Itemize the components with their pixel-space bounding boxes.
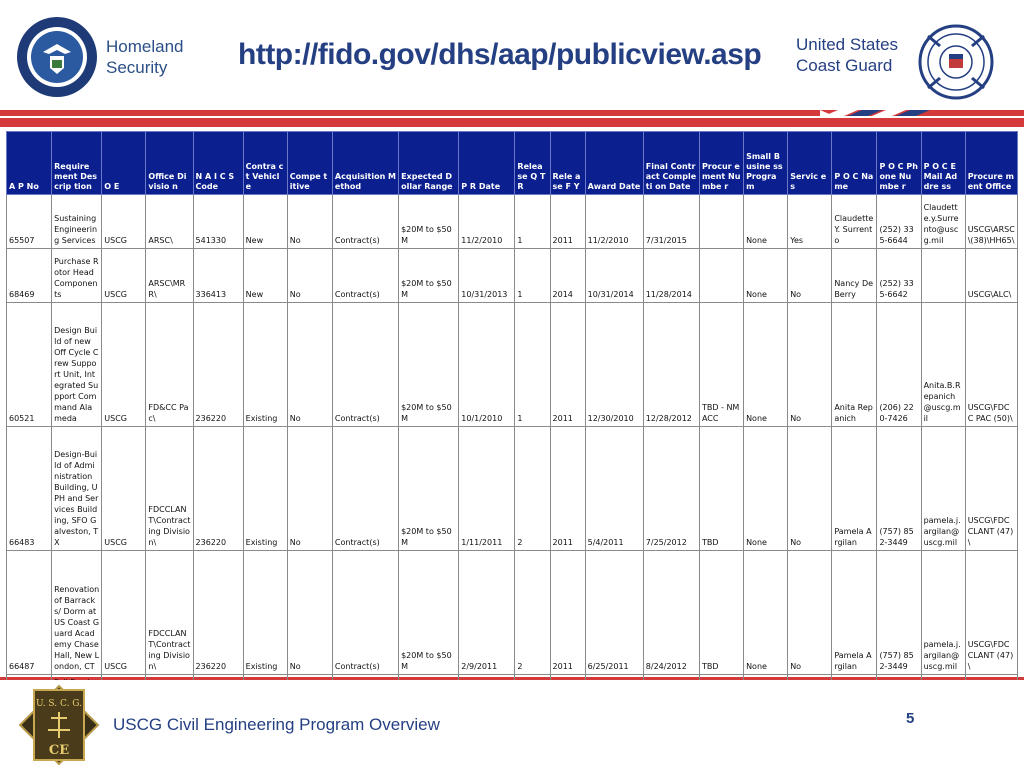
uscg-line-2: Coast Guard xyxy=(796,56,893,75)
table-cell: 236220 xyxy=(193,303,243,427)
column-header: Require ment Descrip tion xyxy=(52,132,102,195)
table-cell: 336413 xyxy=(193,249,243,303)
slide-header xyxy=(0,0,1024,110)
table-cell: Contract(s) xyxy=(332,303,398,427)
table-cell: 6/25/2011 xyxy=(585,551,643,675)
column-header: Contra ct Vehicl e xyxy=(243,132,287,195)
table-cell: $20M to $50M xyxy=(399,249,459,303)
table-cell: 60521 xyxy=(7,303,52,427)
table-cell: 5/4/2011 xyxy=(585,427,643,551)
table-cell: Contract(s) xyxy=(332,551,398,675)
table-cell: New xyxy=(243,195,287,249)
header-stripe xyxy=(0,110,1024,124)
table-cell: TBD xyxy=(699,551,743,675)
table-frame xyxy=(0,124,1024,680)
table-cell: New xyxy=(243,249,287,303)
column-header: Small Busine ss Progra m xyxy=(744,132,788,195)
table-cell: USCG\ARSC\(38)\HH65\ xyxy=(965,195,1017,249)
slide-title: http://fido.gov/dhs/aap/publicview.asp xyxy=(238,38,762,71)
column-header: P O C E Mail Addre ss xyxy=(921,132,965,195)
dhs-seal-icon xyxy=(16,16,98,98)
table-cell: USCG\FDCC PAC (50)\ xyxy=(965,303,1017,427)
table-cell: 2 xyxy=(515,551,550,675)
table-cell: Design Build of new Off Cycle Crew Support Unit, Integrated Support Command Alameda xyxy=(52,303,102,427)
table-cell: 2011 xyxy=(550,303,585,427)
table-cell: Yes xyxy=(788,195,832,249)
table-cell: Existing xyxy=(243,551,287,675)
dhs-line-1: Homeland xyxy=(106,37,184,56)
table-cell: USCG\FDCCLANT (47)\ xyxy=(965,427,1017,551)
table-cell: 236220 xyxy=(193,427,243,551)
table-cell: Nancy DeBerry xyxy=(832,249,877,303)
uscg-seal-icon xyxy=(918,24,994,100)
table-cell: ARSC\MRR\ xyxy=(146,249,193,303)
table-cell: No xyxy=(788,551,832,675)
table-cell: Pamela Argilan xyxy=(832,551,877,675)
table-cell: Contract(s) xyxy=(332,195,398,249)
table-cell: Design-Build of Administration Building, UPH and Services Building, SFO Galveston, TX xyxy=(52,427,102,551)
table-cell: 66487 xyxy=(7,551,52,675)
uscg-wordmark xyxy=(796,34,898,76)
dhs-line-2: Security xyxy=(106,58,168,77)
table-cell: No xyxy=(788,249,832,303)
table-cell: None xyxy=(744,195,788,249)
table-cell: No xyxy=(287,249,332,303)
table-cell: $20M to $50M xyxy=(399,427,459,551)
column-header: Office Divisio n xyxy=(146,132,193,195)
table-cell: Purchase Rotor Head Components xyxy=(52,249,102,303)
column-header: Procur ement Numbe r xyxy=(699,132,743,195)
table-header-row xyxy=(7,132,1018,195)
table-row xyxy=(7,195,1018,249)
column-header: P R Date xyxy=(459,132,515,195)
table-cell: ARSC\ xyxy=(146,195,193,249)
table-cell: None xyxy=(744,249,788,303)
table-row xyxy=(7,303,1018,427)
table-cell: 8/24/2012 xyxy=(643,551,699,675)
table-cell: $20M to $50M xyxy=(399,551,459,675)
table-cell: 68469 xyxy=(7,249,52,303)
table-cell: 541330 xyxy=(193,195,243,249)
table-cell: 2011 xyxy=(550,195,585,249)
table-cell xyxy=(921,249,965,303)
table-cell: Anita.B.Repanich@uscg.mil xyxy=(921,303,965,427)
ce-badge-icon xyxy=(18,684,100,766)
table-cell: Renovation of Barracks/ Dorm at US Coast Guard Academy Chase Hall, New London, CT xyxy=(52,551,102,675)
table-cell: 1 xyxy=(515,303,550,427)
table-cell: 236220 xyxy=(193,551,243,675)
table-cell: FD&CC Pac\ xyxy=(146,303,193,427)
acquisition-table xyxy=(6,131,1018,695)
table-cell: TBD - NMACC xyxy=(699,303,743,427)
footer-title: USCG Civil Engineering Program Overview xyxy=(113,715,440,734)
table-cell: (252) 335-6642 xyxy=(877,249,921,303)
table-cell: USCG xyxy=(102,427,146,551)
table-cell: 11/2/2010 xyxy=(459,195,515,249)
column-header: Relea se Q T R xyxy=(515,132,550,195)
table-cell: pamela.j.argilan@uscg.mil xyxy=(921,551,965,675)
table-cell: 66483 xyxy=(7,427,52,551)
table-cell: USCG\FDCCLANT (47)\ xyxy=(965,551,1017,675)
column-header: A P No xyxy=(7,132,52,195)
table-cell: 7/31/2015 xyxy=(643,195,699,249)
column-header: P O C Phone Numbe r xyxy=(877,132,921,195)
table-cell: USCG xyxy=(102,303,146,427)
table-row xyxy=(7,551,1018,675)
column-header: P O C Name xyxy=(832,132,877,195)
table-cell: Existing xyxy=(243,303,287,427)
table-cell: 11/28/2014 xyxy=(643,249,699,303)
ce-badge-top: U. S. C. G. xyxy=(35,699,83,709)
table-cell: 1 xyxy=(515,249,550,303)
column-header: Procure ment Office xyxy=(965,132,1017,195)
column-header: Award Date xyxy=(585,132,643,195)
table-row xyxy=(7,249,1018,303)
table-cell: USCG xyxy=(102,195,146,249)
table-cell xyxy=(699,249,743,303)
column-header: Rele ase F Y xyxy=(550,132,585,195)
uscg-line-1: United States xyxy=(796,35,899,54)
table-cell: No xyxy=(287,195,332,249)
table-cell: 2014 xyxy=(550,249,585,303)
table-cell: 10/31/2014 xyxy=(585,249,643,303)
table-cell xyxy=(699,195,743,249)
table-cell: 10/31/2013 xyxy=(459,249,515,303)
table-cell: 65507 xyxy=(7,195,52,249)
page-number: 5 xyxy=(906,710,915,727)
table-row xyxy=(7,427,1018,551)
column-header: O E xyxy=(102,132,146,195)
table-cell: 7/25/2012 xyxy=(643,427,699,551)
table-cell: (757) 852-3449 xyxy=(877,427,921,551)
table-cell: (757) 852-3449 xyxy=(877,551,921,675)
table-cell: 12/30/2010 xyxy=(585,303,643,427)
table-cell: $20M to $50M xyxy=(399,195,459,249)
table-cell: FDCCLANT\Contracting Division\ xyxy=(146,427,193,551)
column-header: Compe titive xyxy=(287,132,332,195)
table-cell: 1/11/2011 xyxy=(459,427,515,551)
table-cell: 2011 xyxy=(550,427,585,551)
table-cell: USCG xyxy=(102,551,146,675)
table-cell: FDCCLANT\Contracting Division\ xyxy=(146,551,193,675)
table-cell: No xyxy=(788,303,832,427)
table-cell: Anita Repanich xyxy=(832,303,877,427)
table-cell: USCG xyxy=(102,249,146,303)
table-cell: Sustaining Engineering Services xyxy=(52,195,102,249)
column-header: Final Contract Completi on Date xyxy=(643,132,699,195)
table-cell: 2011 xyxy=(550,551,585,675)
table-cell: 2/9/2011 xyxy=(459,551,515,675)
column-header: Acquisition Method xyxy=(332,132,398,195)
dhs-wordmark xyxy=(106,36,184,78)
column-header: Servic es xyxy=(788,132,832,195)
table-cell: No xyxy=(287,427,332,551)
table-cell: USCG\ALC\ xyxy=(965,249,1017,303)
table-cell: Claudette.y.Surrento@uscg.mil xyxy=(921,195,965,249)
slide-footer xyxy=(0,680,1024,768)
table-body xyxy=(7,195,1018,695)
table-cell: Claudette Y. Surrento xyxy=(832,195,877,249)
table-cell: No xyxy=(287,551,332,675)
table-cell: None xyxy=(744,303,788,427)
table-cell: 2 xyxy=(515,427,550,551)
table-cell: Existing xyxy=(243,427,287,551)
table-cell: (252) 335-6644 xyxy=(877,195,921,249)
column-header: Expected Dollar Range xyxy=(399,132,459,195)
table-cell: TBD xyxy=(699,427,743,551)
table-cell: 10/1/2010 xyxy=(459,303,515,427)
table-cell: 12/28/2012 xyxy=(643,303,699,427)
ce-badge-bottom: CE xyxy=(48,743,70,758)
column-header: N A I C S Code xyxy=(193,132,243,195)
table-cell: No xyxy=(788,427,832,551)
table-cell: 11/2/2010 xyxy=(585,195,643,249)
table-cell: Contract(s) xyxy=(332,427,398,551)
table-cell: pamela.j.argilan@uscg.mil xyxy=(921,427,965,551)
table-cell: Contract(s) xyxy=(332,249,398,303)
table-cell: (206) 220-7426 xyxy=(877,303,921,427)
table-cell: None xyxy=(744,427,788,551)
table-cell: Pamela Argilan xyxy=(832,427,877,551)
table-cell: No xyxy=(287,303,332,427)
table-cell: $20M to $50M xyxy=(399,303,459,427)
table-cell: None xyxy=(744,551,788,675)
table-cell: 1 xyxy=(515,195,550,249)
